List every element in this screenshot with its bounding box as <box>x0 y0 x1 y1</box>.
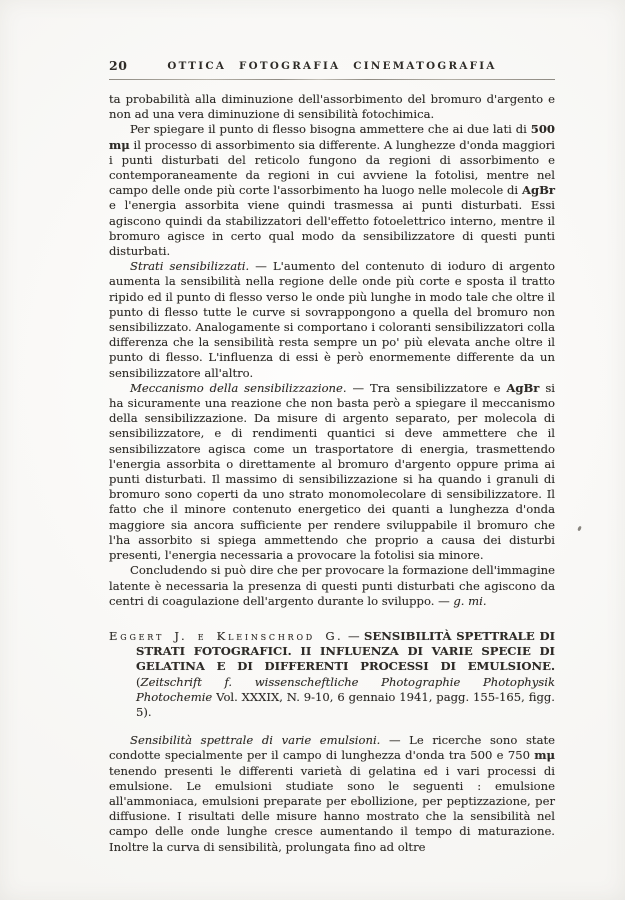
text-run: — Tra sensibilizzatore e <box>346 380 507 395</box>
text-run: si ha sicuramente una reazione che non basta però a spiegare il meccanismo della sensibilizzazione. Da misure di argento separato, per molecola di sensibilizzatore, e di rendimenti quantici si deve ammettere che il sensibilizzatore agisca come un trasportatore di energia, trasmettendo l'energia assorbita o direttamente al bromuro d'argento oppure prima ai punti disturbati. Il massimo di sensibilizzazione si ha quando i granuli di bromuro sono coperti da uno strato monomolecolare di sensibilizzatore. Il fatto che il minore contenuto energetico dei quanti a lunghezza d'onda maggiore sia ancora sufficiente per rendere sviluppabile il bromuro che l'ha assorbito si spiega ammettendo che proprio a causa dei disturbi presenti, l'energia necessaria a provocare la fotolisi sia minore. <box>109 380 555 563</box>
text-run: tenendo presenti le differenti varietà di gelatina ed i vari processi di emulsione. Le emulsioni studiate sono le seguenti : emulsione all'ammoniaca, emulsioni preparate per ebollizione, per peptizzazione, per diffusione. I risultati delle misure hanno mostrato che la sensibilità nel campo delle onde lunghe cresce aumentando il tempo di maturazione. Inoltre la curva di sensibilità, prolungata fino ad oltre <box>109 763 555 854</box>
paragraph <box>109 122 555 259</box>
text-block <box>109 92 555 855</box>
paragraph <box>109 563 555 609</box>
text-run: mμ <box>534 748 555 763</box>
paragraph <box>109 381 555 563</box>
text-run: Per spiegare il punto di flesso bisogna ammettere che ai due lati di <box>130 122 531 137</box>
text-run: — Le ricerche sono state condotte specialmente per il campo di lunghezza d'onda tra 500 e 750 <box>109 733 555 763</box>
paragraph <box>109 733 555 855</box>
paragraph <box>109 92 555 122</box>
text-run: Concludendo si può dire che per provocare la formazione dell'immagine latente è necessaria la presenza di questi punti disturbati che agiscono da centri di coagulazione dell'argento durante lo sviluppo. — <box>109 563 555 608</box>
text-run: il processo di assorbimento sia differente. A lunghezze d'onda maggiori i punti disturbati del reticolo fungono da regioni di assorbimento e contemporaneamente da regioni in cui avviene la fotolisi, mentre nel campo delle onde più corte l'assorbimento ha luogo nelle molecole di <box>109 137 555 198</box>
text-run: Strati sensibilizzati. <box>130 259 250 274</box>
text-run: AgBr <box>521 183 555 198</box>
text-run: Zeitschrift f. wissenscheftliche Photographie Photophysik Photochemie <box>136 674 555 704</box>
text-run: SENSIBILITÀ SPETTRALE DI STRATI FOTOGRAFICI. II INFLUENZA DI VARIE SPECIE DI GELATINA E DI DIFFERENTI PROCESSI DI EMULSIONE. <box>136 628 555 674</box>
text-run: — <box>343 628 365 643</box>
header-rule <box>109 79 555 80</box>
text-run: Eggert J. e Kleinschrod G. <box>109 628 344 643</box>
text-run: Meccanismo della sensibilizzazione. <box>130 380 347 395</box>
text-run: — L'aumento del contenuto di ioduro di argento aumenta la sensibilità nella regione delle onde più corte e sposta il tratto ripido ed il punto di flesso verso le onde più lunghe in modo tale che oltre il punto di flesso tutte le curve si sovrappongono a quella del bromuro non sensibilizzato. Analogamente si comportano i coloranti sensibilizzatori colla differenza che la sensibilità resta sempre un po' più elevata anche oltre il punto di flesso. L'influenza di essi è però enormemente differente da un sensibilizzatore all'altro. <box>109 259 555 380</box>
text-run: ta probabilità alla diminuzione dell'assorbimento del bromuro d'argento e non ad una vera diminuzione di sensibilità fotochimica. <box>109 92 555 122</box>
text-run: 500 mμ <box>109 122 555 152</box>
text-run: Vol. XXXIX, N. 9-10, 6 gennaio 1941, pagg. 155-165, figg. 5). <box>136 689 555 719</box>
paragraph <box>109 259 555 381</box>
running-title: OTTICA FOTOGRAFIA CINEMATOGRAFIA <box>167 60 497 72</box>
citation <box>109 629 555 720</box>
text-run: Sensibilità spettrale di varie emulsioni. <box>130 733 381 748</box>
text-run: g. mi. <box>453 593 487 608</box>
text-run: AgBr <box>506 380 540 395</box>
scan-speck-artifact <box>577 526 581 532</box>
page-number: 20 <box>109 58 128 73</box>
text-run: e l'energia assorbita viene quindi trasmessa ai punti disturbati. Essi agiscono quindi da stabilizzatori dell'effetto fotoelettrico interno, mentre il bromuro agisce in certo qual modo da sensibilizzatore di questi punti disturbati. <box>109 198 555 259</box>
text-run: ( <box>136 674 141 689</box>
page-header <box>109 57 555 75</box>
